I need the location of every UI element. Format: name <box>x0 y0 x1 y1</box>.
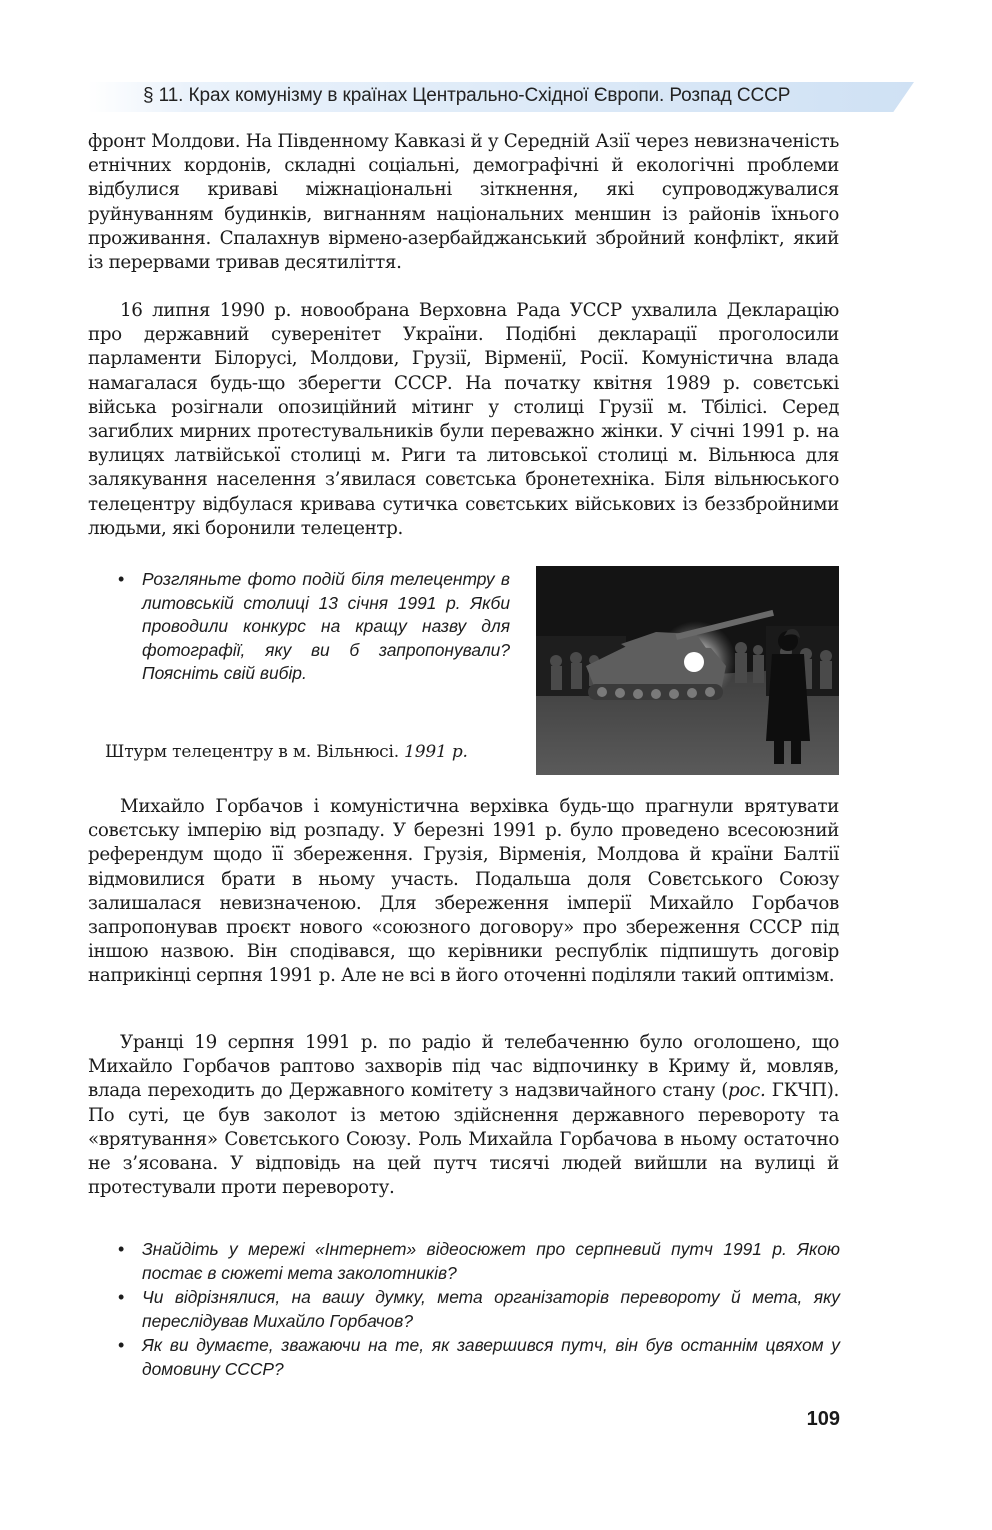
photo-task-list <box>118 568 510 687</box>
caption-text: Штурм телецентру в м. Вільнюсі. <box>105 742 405 762</box>
abbreviation-ros: рос. <box>728 1080 766 1102</box>
paragraph-4 <box>88 1031 839 1200</box>
page-number: 109 <box>806 1408 840 1430</box>
question-text: Знайдіть у мережі «Інтернет» відеосюжет про серпневий путч 1991 р. Якою постає в сюжеті мета заколотників? <box>142 1239 840 1283</box>
tank-photo-illustration <box>536 566 839 775</box>
question-item <box>118 1286 840 1333</box>
photo-task-text: Розгляньте фото подій біля телецентру в литовській столиці 13 січня 1991 р. Якби проводили конкурс на кращу назву для фотографії, яку ви б запропонували? Поясніть свій вибір. <box>142 569 510 684</box>
photo-task-item <box>118 568 510 686</box>
paragraph-1: фронт Молдови. На Південному Кавказі й у Середній Азії через невизначеність етнічних кордонів, складні соціальні, демографічні й екологічні проблеми відбулися криваві міжнаціональні зіткнення, які супроводжувалися руйнуванням будинків, вигнанням національних меншин із районів їхнього проживання. Спалахнув вірмено-азербайджанський збройний конфлікт, який із перервами тривав десятиліття. <box>88 131 839 274</box>
page-header-title: § 11. Крах комунізму в країнах Центрально-Східної Європи. Розпад СССР <box>143 85 791 106</box>
question-item <box>118 1238 840 1285</box>
paragraph-4-part-2: ГКЧП). По суті, це був заколот із метою здійснення державного перевороту та «врятування» Совєтського Союзу. Роль Михайла Горбачова в ньому остаточно не з’ясована. У відповідь на цей путч тисячі людей вийшли на вулиці й протестували проти перевороту. <box>88 1080 839 1199</box>
paragraph-4-part-1: Уранці 19 серпня 1991 р. по радіо й телебаченню було оголошено, що Михайло Горбачов раптово захворів під час відпочинку в Криму й, мовляв, влада переходить до Державного комітету з надзвичайного стану ( <box>88 1032 839 1102</box>
question-item <box>118 1334 840 1381</box>
question-text: Як ви думаєте, зважаючи на те, як завершився путч, він був останнім цвяхом у домовину СССР? <box>142 1335 840 1379</box>
question-text: Чи відрізнялися, на вашу думку, мета організаторів перевороту й мета, яку переслідував Михайло Горбачов? <box>142 1287 840 1331</box>
bullet-icon: • <box>118 1239 125 1259</box>
bullet-icon: • <box>118 1335 125 1356</box>
photo-tank-vilnius <box>536 566 839 775</box>
caption-year: 1991 р. <box>404 742 468 762</box>
bullet-icon: • <box>118 569 125 589</box>
paragraph-3: Михайло Горбачов і комуністична верхівка будь-що прагнули врятувати совєтську імперію від розпаду. У березні 1991 р. було проведено всесоюзний референдум щодо її збереження. Грузія, Вірменія, Молдова й країни Балтії відмовилися брати в ньому участь. Подальша доля Совєтського Союзу залишалася невизначеною. Для збереження імперії Михайло Горбачов запропонував проєкт нового «союзного договору» про збереження СССР під іншою назвою. Він сподівався, що керівники республік підпишуть договір наприкінці серпня 1991 р. Але не всі в його оточенні поділяли такий оптимізм. <box>88 796 839 987</box>
paragraph-2: 16 липня 1990 р. новообрана Верховна Рада УССР ухвалила Декларацію про державний суверенітет України. Подібні декларації проголосили парламенти Білорусі, Молдови, Грузії, Вірменії, Росії. Комуністична влада намагалася будь-що зберегти СССР. На початку квітня 1989 р. совєтські війська розігнали опозиційний мітинг у столиці Грузії м. Тбілісі. Серед загиблих мирних протестувальників були переважно жінки. У січні 1991 р. на вулицях латвійської столиці м. Риги та литовської столиці м. Вільнюса для залякування населення з’явилася совєтська бронетехніка. Біля вільнюського телецентру відбулася кривава сутичка совєтських військових із беззбройними людьми, які боронили телецентр. <box>88 300 839 539</box>
questions-list <box>118 1238 840 1383</box>
bullet-icon: • <box>118 1287 125 1308</box>
photo-caption <box>105 742 525 762</box>
